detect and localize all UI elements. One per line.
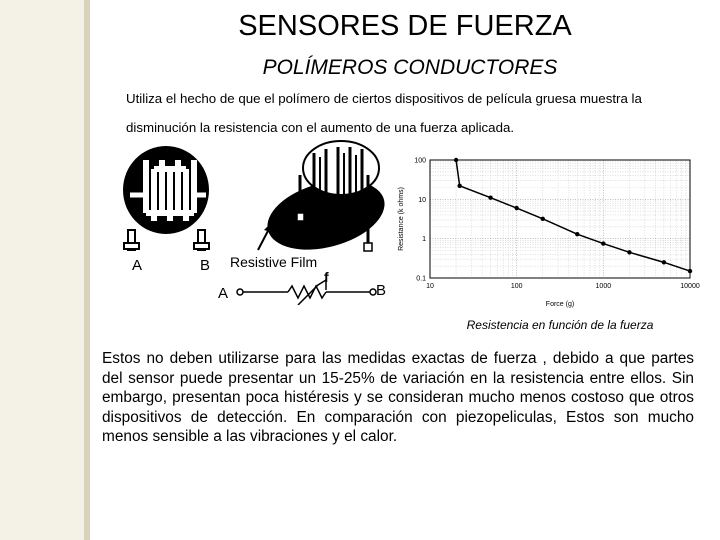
left-bar-edge bbox=[84, 0, 90, 540]
x-tick-label: 10000 bbox=[680, 283, 700, 290]
sensor-illustration bbox=[118, 135, 393, 305]
circuit-a-label: A bbox=[218, 285, 229, 302]
page-subtitle: POLÍMEROS CONDUCTORES bbox=[262, 56, 558, 79]
y-tick-label: 0.1 bbox=[416, 275, 426, 283]
resistance-force-chart bbox=[395, 148, 700, 313]
data-point bbox=[575, 232, 579, 236]
y-tick-label: 1 bbox=[422, 236, 426, 244]
y-tick-label: 100 bbox=[414, 157, 426, 165]
pin-b-label: B bbox=[200, 257, 211, 274]
data-point bbox=[488, 196, 492, 200]
chart-points bbox=[454, 158, 692, 273]
data-point bbox=[627, 250, 631, 254]
data-point bbox=[662, 260, 666, 264]
chart-ticks bbox=[414, 158, 700, 291]
data-point bbox=[601, 241, 605, 245]
sensor-top-view bbox=[123, 146, 209, 250]
data-point bbox=[514, 206, 518, 210]
variable-resistor-symbol bbox=[237, 280, 376, 305]
intro-paragraph: Utiliza el hecho de que el polímero de ciertos dispositivos de película gruesa muestra la disminución la resistencia con el aumento de una fuerza aplicada. bbox=[126, 91, 642, 135]
chart-caption: Resistencia en función de la fuerza bbox=[466, 318, 654, 332]
body-paragraph: Estos no deben utilizarse para las medidas exactas de fuerza , debido a que partes del sensor puede presentar un 15-25% de variación en la resistencia entre ellos. Sin embargo, presentan poca histéresis y se consideran mucho menos costoso que otros dispositivos de detección. En comparación con piezopeliculas, Estos son mucho menos sensible a las vibraciones y el calor. bbox=[102, 350, 694, 446]
circuit-b-label: B bbox=[376, 282, 387, 299]
x-axis-label: Force (g) bbox=[545, 301, 575, 308]
y-tick-label: 10 bbox=[418, 196, 426, 204]
x-tick-label: 10 bbox=[426, 283, 434, 290]
left-decorative-bar bbox=[0, 0, 90, 540]
pin-a-label: A bbox=[132, 257, 143, 274]
data-point bbox=[688, 269, 692, 273]
sensor-exploded-view bbox=[260, 141, 392, 261]
data-point bbox=[457, 184, 461, 188]
chart-grid bbox=[430, 160, 690, 278]
data-point bbox=[454, 158, 458, 162]
x-tick-label: 100 bbox=[510, 283, 523, 290]
force-label: f bbox=[324, 269, 329, 285]
x-tick-label: 1000 bbox=[595, 283, 612, 290]
y-axis-label: Resistance (k ohms) bbox=[398, 187, 405, 251]
data-point bbox=[541, 217, 545, 221]
page-title: SENSORES DE FUERZA bbox=[238, 10, 572, 42]
chart-plot-area bbox=[430, 160, 690, 278]
resistive-film-label: Resistive Film bbox=[230, 254, 318, 270]
